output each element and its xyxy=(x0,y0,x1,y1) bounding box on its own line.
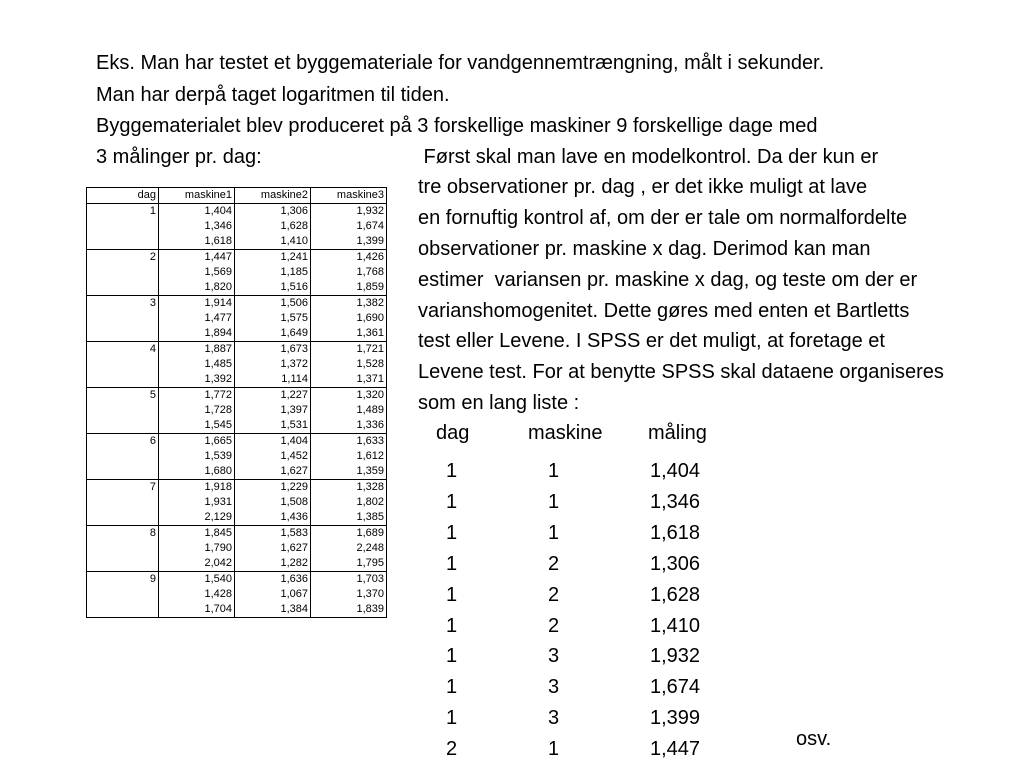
cell-maskine3: 1,690 xyxy=(311,311,387,326)
cell-maskine1: 1,618 xyxy=(159,234,235,250)
cell-maskine1: 1,931 xyxy=(159,495,235,510)
explanation-line-7: test eller Levene. I SPSS er det muligt, at foretage et xyxy=(418,330,885,352)
table-row xyxy=(87,388,387,404)
explanation-line-6: varianshomogenitet. Dette gøres med enten et Bartletts xyxy=(418,300,910,322)
cell-maskine1: 1,447 xyxy=(159,250,235,266)
cell-maskine2: 1,372 xyxy=(235,357,311,372)
cell-maskine2: 1,067 xyxy=(235,587,311,602)
cell-maskine3: 1,328 xyxy=(311,480,387,496)
cell-dag xyxy=(87,372,159,388)
cell-dag xyxy=(87,326,159,342)
cell-dag: 3 xyxy=(87,296,159,312)
cell-maskine2: 1,436 xyxy=(235,510,311,526)
table-row xyxy=(87,204,387,220)
long-list-maskine: 3 xyxy=(548,645,560,668)
cell-dag: 2 xyxy=(87,250,159,266)
table-row xyxy=(87,280,387,296)
long-list-maling: 1,404 xyxy=(650,460,701,482)
long-list-dag: 1 xyxy=(446,490,458,513)
cell-maskine2: 1,384 xyxy=(235,602,311,618)
intro-line-1: Eks. Man har testet et byggemateriale for vandgennemtrængning, målt i sekunder. xyxy=(96,52,825,74)
table-row xyxy=(87,219,387,234)
list-item xyxy=(430,734,730,765)
cell-maskine1: 1,569 xyxy=(159,265,235,280)
cell-maskine1: 1,540 xyxy=(159,572,235,588)
cell-maskine3: 1,371 xyxy=(311,372,387,388)
cell-maskine2: 1,227 xyxy=(235,388,311,404)
long-list-maskine: 1 xyxy=(548,521,560,544)
cell-maskine2: 1,452 xyxy=(235,449,311,464)
cell-maskine2: 1,636 xyxy=(235,572,311,588)
cell-dag xyxy=(87,495,159,510)
cell-maskine3: 1,689 xyxy=(311,526,387,542)
long-list-maskine: 1 xyxy=(548,460,560,482)
long-list-maskine: 3 xyxy=(548,707,560,730)
cell-maskine2: 1,410 xyxy=(235,234,311,250)
table-row xyxy=(87,357,387,372)
cell-maskine3: 2,248 xyxy=(311,541,387,556)
long-list-dag: 2 xyxy=(446,738,458,761)
cell-maskine2: 1,241 xyxy=(235,250,311,266)
cell-maskine1: 1,477 xyxy=(159,311,235,326)
cell-dag xyxy=(87,357,159,372)
table-body xyxy=(87,204,387,618)
cell-maskine2: 1,404 xyxy=(235,434,311,450)
long-list-maling: 1,674 xyxy=(650,676,701,699)
list-item xyxy=(430,456,730,487)
long-list-dag: 1 xyxy=(446,460,458,482)
cell-dag xyxy=(87,403,159,418)
cell-dag xyxy=(87,234,159,250)
table-row xyxy=(87,572,387,588)
cell-maskine3: 1,370 xyxy=(311,587,387,602)
cell-maskine3: 1,359 xyxy=(311,464,387,480)
list-item xyxy=(430,518,730,549)
cell-maskine1: 1,545 xyxy=(159,418,235,434)
explanation-line-8: Levene test. For at benytte SPSS skal dataene organiseres xyxy=(418,361,944,383)
cell-maskine3: 1,489 xyxy=(311,403,387,418)
cell-maskine1: 1,346 xyxy=(159,219,235,234)
cell-dag xyxy=(87,418,159,434)
long-list-maskine: 1 xyxy=(548,490,560,513)
cell-maskine1: 1,680 xyxy=(159,464,235,480)
cell-maskine2: 1,282 xyxy=(235,556,311,572)
cell-maskine1: 1,887 xyxy=(159,342,235,358)
cell-maskine1: 1,894 xyxy=(159,326,235,342)
explanation-line-1: Først skal man lave en modelkontrol. Da der kun er xyxy=(418,146,879,168)
list-item xyxy=(430,703,730,734)
list-item xyxy=(430,611,730,642)
table-row xyxy=(87,342,387,358)
cell-maskine1: 1,845 xyxy=(159,526,235,542)
table-row xyxy=(87,234,387,250)
table-row xyxy=(87,326,387,342)
cell-maskine1: 1,918 xyxy=(159,480,235,496)
long-list-maskine: 1 xyxy=(548,738,560,761)
cell-maskine2: 1,114 xyxy=(235,372,311,388)
cell-maskine3: 1,839 xyxy=(311,602,387,618)
long-list-header-maskine: maskine xyxy=(528,422,603,444)
cell-dag: 1 xyxy=(87,204,159,220)
table-row xyxy=(87,464,387,480)
cell-maskine1: 1,704 xyxy=(159,602,235,618)
table-row xyxy=(87,495,387,510)
long-list-maskine: 2 xyxy=(548,552,560,575)
cell-maskine3: 1,528 xyxy=(311,357,387,372)
cell-dag xyxy=(87,556,159,572)
cell-dag xyxy=(87,311,159,326)
long-list-maling: 1,447 xyxy=(650,738,701,761)
cell-maskine1: 1,539 xyxy=(159,449,235,464)
table-row xyxy=(87,265,387,280)
table-row xyxy=(87,311,387,326)
cell-maskine1: 2,129 xyxy=(159,510,235,526)
table-row xyxy=(87,526,387,542)
table-row xyxy=(87,480,387,496)
cell-maskine1: 1,914 xyxy=(159,296,235,312)
cell-maskine1: 1,665 xyxy=(159,434,235,450)
list-item xyxy=(430,641,730,672)
table-row xyxy=(87,372,387,388)
long-list-header-maling: måling xyxy=(648,422,707,444)
cell-dag xyxy=(87,602,159,618)
table-row xyxy=(87,556,387,572)
cell-maskine3: 1,382 xyxy=(311,296,387,312)
cell-dag xyxy=(87,280,159,296)
cell-maskine3: 1,768 xyxy=(311,265,387,280)
cell-dag xyxy=(87,219,159,234)
cell-maskine2: 1,531 xyxy=(235,418,311,434)
cell-maskine3: 1,703 xyxy=(311,572,387,588)
table-row xyxy=(87,602,387,618)
cell-maskine3: 1,361 xyxy=(311,326,387,342)
cell-dag xyxy=(87,541,159,556)
cell-maskine3: 1,385 xyxy=(311,510,387,526)
header-dag: dag xyxy=(87,188,159,204)
cell-maskine1: 1,392 xyxy=(159,372,235,388)
header-maskine2: maskine2 xyxy=(235,188,311,204)
cell-maskine2: 1,627 xyxy=(235,541,311,556)
cell-maskine1: 1,790 xyxy=(159,541,235,556)
cell-maskine2: 1,583 xyxy=(235,526,311,542)
cell-maskine1: 2,042 xyxy=(159,556,235,572)
table-row xyxy=(87,510,387,526)
cell-maskine1: 1,820 xyxy=(159,280,235,296)
explanation-line-4: observationer pr. maskine x dag. Derimod kan man xyxy=(418,238,871,260)
cell-dag xyxy=(87,587,159,602)
intro-line-4: 3 målinger pr. dag: xyxy=(96,146,262,168)
list-item xyxy=(430,580,730,611)
cell-maskine2: 1,185 xyxy=(235,265,311,280)
cell-maskine3: 1,859 xyxy=(311,280,387,296)
cell-maskine3: 1,633 xyxy=(311,434,387,450)
long-list-dag: 1 xyxy=(446,707,458,730)
long-list-maling: 1,346 xyxy=(650,490,701,513)
long-list-maling: 1,618 xyxy=(650,521,701,544)
table-row xyxy=(87,296,387,312)
cell-maskine3: 1,399 xyxy=(311,234,387,250)
long-list-maskine: 2 xyxy=(548,614,560,637)
list-item xyxy=(430,487,730,518)
osv-text: osv. xyxy=(796,728,832,750)
cell-maskine2: 1,649 xyxy=(235,326,311,342)
table-row xyxy=(87,587,387,602)
cell-maskine2: 1,508 xyxy=(235,495,311,510)
cell-maskine2: 1,627 xyxy=(235,464,311,480)
cell-maskine2: 1,516 xyxy=(235,280,311,296)
long-list-header-dag: dag xyxy=(436,422,470,444)
data-table xyxy=(86,187,387,618)
cell-dag: 9 xyxy=(87,572,159,588)
long-list-dag: 1 xyxy=(446,583,458,606)
cell-dag: 5 xyxy=(87,388,159,404)
long-list-dag: 1 xyxy=(446,645,458,668)
cell-maskine1: 1,485 xyxy=(159,357,235,372)
cell-dag xyxy=(87,510,159,526)
cell-maskine3: 1,674 xyxy=(311,219,387,234)
long-list-dag: 1 xyxy=(446,521,458,544)
cell-maskine1: 1,404 xyxy=(159,204,235,220)
explanation-line-2: tre observationer pr. dag , er det ikke muligt at lave xyxy=(418,176,868,198)
cell-maskine3: 1,426 xyxy=(311,250,387,266)
table-row xyxy=(87,418,387,434)
intro-line-2: Man har derpå taget logaritmen til tiden. xyxy=(96,84,450,106)
list-item xyxy=(430,672,730,703)
explanation-line-3: en fornuftig kontrol af, om der er tale om normalfordelte xyxy=(418,207,908,229)
cell-dag xyxy=(87,464,159,480)
long-list-maling: 1,399 xyxy=(650,707,701,730)
cell-dag: 6 xyxy=(87,434,159,450)
table-header-row xyxy=(87,188,387,204)
cell-maskine2: 1,397 xyxy=(235,403,311,418)
table-row xyxy=(87,403,387,418)
explanation-line-5: estimer variansen pr. maskine x dag, og teste om der er xyxy=(418,269,918,291)
cell-maskine3: 1,802 xyxy=(311,495,387,510)
cell-dag xyxy=(87,265,159,280)
cell-maskine1: 1,728 xyxy=(159,403,235,418)
long-list-dag: 1 xyxy=(446,676,458,699)
cell-maskine2: 1,306 xyxy=(235,204,311,220)
cell-maskine3: 1,612 xyxy=(311,449,387,464)
cell-maskine3: 1,932 xyxy=(311,204,387,220)
cell-maskine1: 1,428 xyxy=(159,587,235,602)
cell-dag: 8 xyxy=(87,526,159,542)
cell-dag xyxy=(87,449,159,464)
long-list-maskine: 2 xyxy=(548,583,560,606)
cell-maskine2: 1,673 xyxy=(235,342,311,358)
table-row xyxy=(87,250,387,266)
cell-maskine2: 1,628 xyxy=(235,219,311,234)
header-maskine3: maskine3 xyxy=(311,188,387,204)
table-row xyxy=(87,434,387,450)
long-list-maling: 1,932 xyxy=(650,645,701,668)
cell-maskine3: 1,320 xyxy=(311,388,387,404)
cell-dag: 4 xyxy=(87,342,159,358)
cell-maskine1: 1,772 xyxy=(159,388,235,404)
cell-maskine3: 1,336 xyxy=(311,418,387,434)
long-list-maskine: 3 xyxy=(548,676,560,699)
list-item xyxy=(430,549,730,580)
cell-dag: 7 xyxy=(87,480,159,496)
cell-maskine3: 1,721 xyxy=(311,342,387,358)
long-list-maling: 1,306 xyxy=(650,552,701,575)
long-list-maling: 1,628 xyxy=(650,583,701,606)
explanation-line-9: som en lang liste : xyxy=(418,392,580,414)
cell-maskine3: 1,795 xyxy=(311,556,387,572)
table-row xyxy=(87,541,387,556)
cell-maskine2: 1,575 xyxy=(235,311,311,326)
header-maskine1: maskine1 xyxy=(159,188,235,204)
long-list-dag: 1 xyxy=(446,552,458,575)
cell-maskine2: 1,229 xyxy=(235,480,311,496)
long-list-maling: 1,410 xyxy=(650,614,701,637)
table-row xyxy=(87,449,387,464)
long-list-dag: 1 xyxy=(446,614,458,637)
cell-maskine2: 1,506 xyxy=(235,296,311,312)
intro-line-3: Byggematerialet blev produceret på 3 forskellige maskiner 9 forskellige dage med xyxy=(96,115,818,137)
